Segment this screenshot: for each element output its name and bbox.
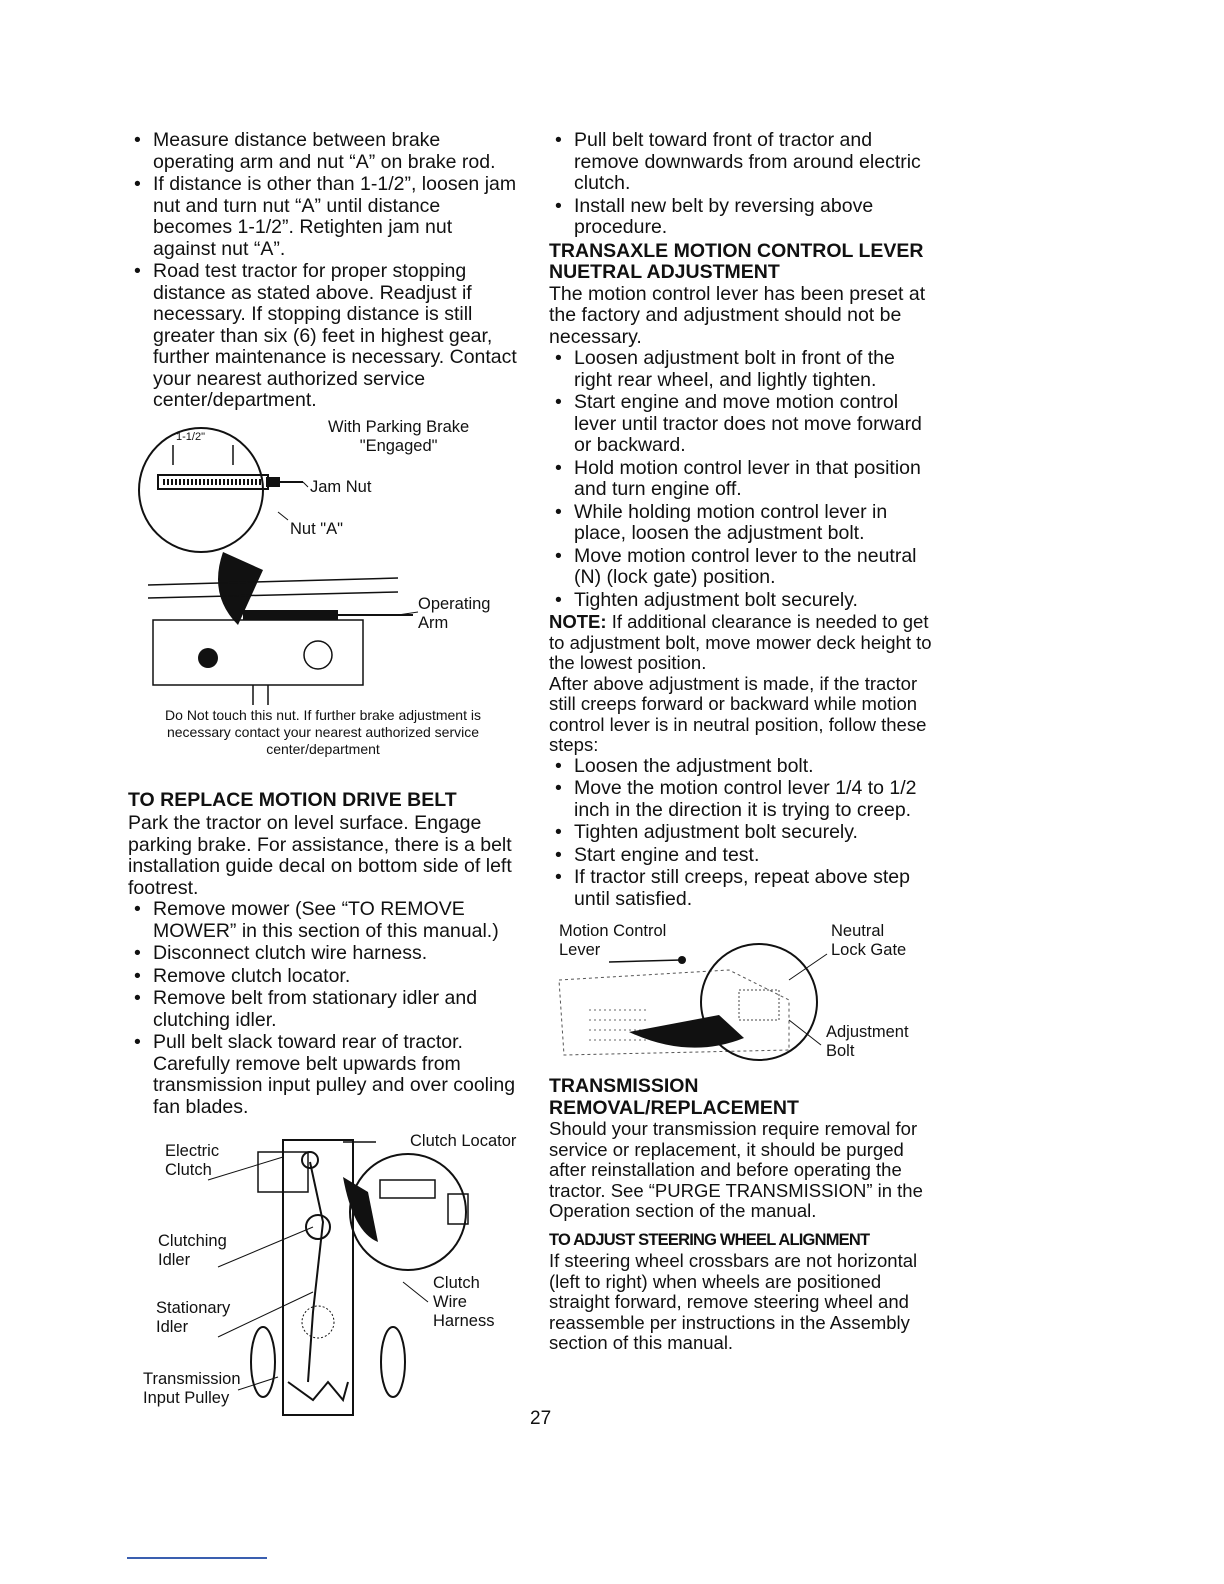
operating-arm-label: Operating Arm [418, 594, 491, 632]
belt-figure [128, 1132, 528, 1422]
belt-intro: Park the tractor on level surface. Engage parking brake. For assistance, there is a belt installation guide decal on bottom side of left footrest. [128, 812, 512, 899]
adjustment-bolt-label: Adjustment Bolt [826, 1023, 909, 1060]
left-column [128, 130, 518, 1422]
belt-steps-list [128, 899, 518, 1118]
parking-brake-label: With Parking Brake "Engaged" [328, 417, 470, 455]
motion-control-figure [549, 920, 934, 1070]
brake-steps-list [128, 130, 518, 412]
jam-nut-label: Jam Nut [310, 477, 372, 496]
transmission-text: Should your transmission require removal for service or replacement, it should be purged after reinstallation and before operating the tractor. See “PURGE TRANSMISSION” in the Operation section of the manual. [549, 1118, 923, 1221]
clutch-wire-harness-label: Clutch Wire Harness [433, 1274, 495, 1330]
steering-text: If steering wheel crossbars are not horizontal (left to right) when wheels are positioned straight forward, remove steering wheel and reassemble per instructions in the Assembly section of this manual. [549, 1250, 918, 1353]
brake-figure-caption: Do Not touch this nut. If further brake adjustment is necessary contact your nearest authorized service center/department [165, 706, 481, 757]
transaxle-intro: The motion control lever has been preset at the factory and adjustment should not be necessary. [549, 282, 926, 348]
clutch-locator-label: Clutch Locator [410, 1132, 517, 1150]
list-item: • Tighten adjustment bolt securely. [549, 822, 934, 844]
right-column [549, 130, 934, 1354]
list-item: • Remove clutch locator. [128, 966, 518, 988]
list-item: • Install new belt by reversing above procedure. [549, 196, 934, 239]
transmission-heading: TRANSMISSION REMOVAL/REPLACEMENT [549, 1075, 799, 1119]
list-item: • Pull belt slack toward rear of tractor. Carefully remove belt upwards from transmission input pulley and over cooling fan blades. [128, 1032, 518, 1118]
steering-heading: TO ADJUST STEERING WHEEL ALIGNMENT [549, 1230, 870, 1249]
neutral-lock-gate-label: Neutral Lock Gate [831, 922, 907, 959]
transaxle-heading: TRANSAXLE MOTION CONTROL LEVER NUETRAL ADJUSTMENT [549, 239, 924, 283]
stationary-idler-label: Stationary Idler [156, 1299, 231, 1336]
list-item: • Move motion control lever to the neutral (N) (lock gate) position. [549, 546, 934, 589]
list-item: • Measure distance between brake operating arm and nut “A” on brake rod. [128, 130, 518, 173]
brake-figure [128, 417, 518, 705]
motion-control-lever-label: Motion Control Lever [559, 922, 667, 959]
list-item: • Disconnect clutch wire harness. [128, 943, 518, 965]
clutching-idler-label: Clutching Idler [158, 1232, 227, 1269]
list-item: • Loosen the adjustment bolt. [549, 756, 934, 778]
list-item: • If distance is other than 1-1/2”, loosen jam nut and turn nut “A” until distance becomes 1-1/2”. Retighten jam nut against nut “A”. [128, 174, 518, 260]
belt-heading: TO REPLACE MOTION DRIVE BELT [128, 788, 457, 811]
list-item: • Move the motion control lever 1/4 to 1/2 inch in the direction it is trying to creep. [549, 778, 934, 821]
list-item: • Tighten adjustment bolt securely. [549, 590, 934, 612]
electric-clutch-label: Electric Clutch [165, 1142, 220, 1179]
creep-steps-list [549, 756, 934, 911]
list-item: • While holding motion control lever in place, loosen the adjustment bolt. [549, 502, 934, 545]
transmission-pulley-label: Transmission Input Pulley [143, 1370, 241, 1407]
list-item: • Pull belt toward front of tractor and remove downwards from around electric clutch. [549, 130, 934, 195]
belt-steps-continued-list [549, 130, 934, 239]
brake-illustration [128, 417, 518, 705]
nut-a-label: Nut "A" [290, 519, 343, 538]
list-item: • Remove belt from stationary idler and clutching idler. [128, 988, 518, 1031]
list-item: • Remove mower (See “TO REMOVE MOWER” in this section of this manual.) [128, 899, 518, 942]
note-label: NOTE: [549, 611, 607, 632]
footer-rule [127, 1557, 267, 1559]
note-text: If additional clearance is needed to get to adjustment bolt, move mower deck height to the lowest position. [549, 611, 932, 673]
list-item: • Loosen adjustment bolt in front of the right rear wheel, and lightly tighten. [549, 348, 934, 391]
after-adjustment-text: After above adjustment is made, if the tractor still creeps forward or backward while motion control lever is in neutral position, follow these steps: [549, 672, 927, 755]
dimension-label: 1-1/2" [176, 430, 205, 443]
transaxle-steps-list [549, 348, 934, 611]
page-number: 27 [530, 1408, 552, 1429]
note-paragraph [549, 612, 934, 674]
list-item: • Start engine and test. [549, 845, 934, 867]
list-item: • Road test tractor for proper stopping distance as stated above. Readjust if necessary. If stopping distance is still greater than six (6) feet in highest gear, further maintenance is necessary. Contact your nearest authorized service center/department. [128, 261, 518, 412]
list-item: • If tractor still creeps, repeat above step until satisfied. [549, 867, 934, 910]
list-item: • Hold motion control lever in that position and turn engine off. [549, 458, 934, 501]
list-item: • Start engine and move motion control lever until tractor does not move forward or backward. [549, 392, 934, 457]
